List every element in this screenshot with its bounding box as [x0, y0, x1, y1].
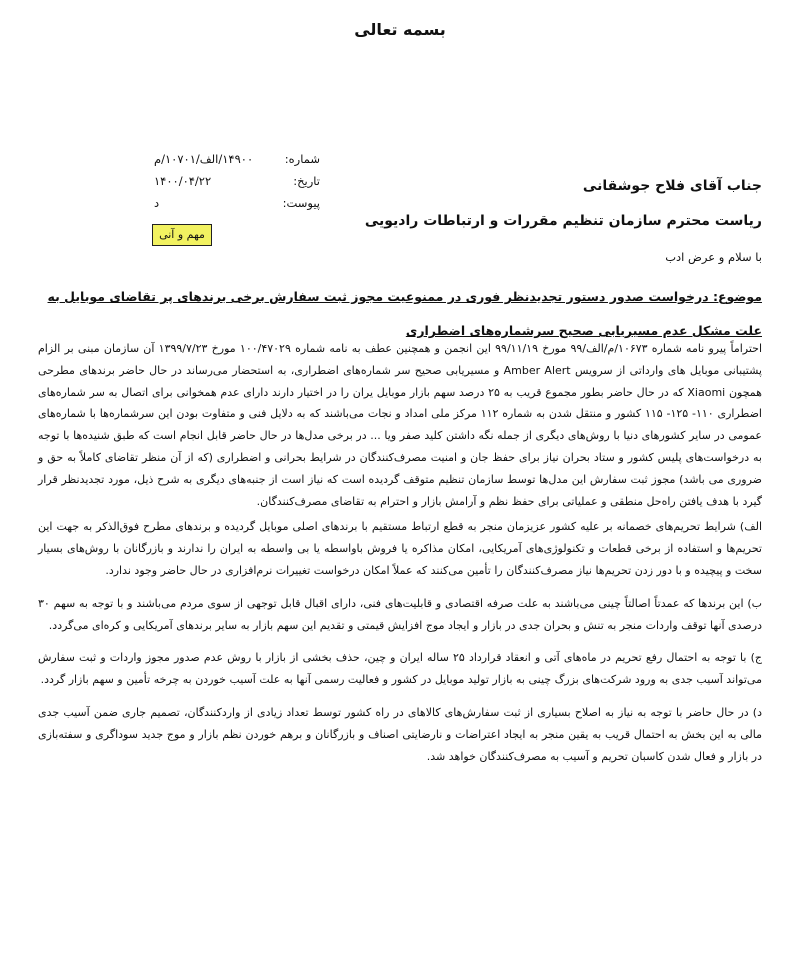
body-paragraph-b: ب) این برندها که عمدتاً اصالتاً چینی می‌باشند به علت صرفه اقتصادی و قابلیت‌های فنی، دارای اقبال قابل توجهی از سوی مردم می‌باشند و با توجه به سهم ۳۰ درصدی آنها توقف واردات منجر به تنش و بحران جدی در بازار و ایجاد موج افزایش قیمتی و تقدیم این سهم بازار به سایر برندهای آمریکایی و کره‌ای می‌گردد.: [38, 596, 762, 632]
attachment-label: پیوست:: [282, 196, 320, 210]
body-paragraph-c: ج) با توجه به احتمال رفع تحریم در ماه‌های آتی و انعقاد قرارداد ۲۵ ساله ایران و چین، حذف بخشی از بازار با روش عدم صدور مجوز واردات و ثبت سفارش می‌تواند آسیب جدی به ورود شرکت‌های بزرگ چینی به بازار تولید موبایل در کشور و فعالیت رسمی آنها به علت آسیب خوردن به چرخه تأمین و سهم بازار گردد.: [38, 651, 762, 687]
recipient-name: جناب آقای فلاح جوشقانی: [582, 178, 762, 194]
attachment-row: [150, 192, 320, 214]
date-label: تاریخ:: [293, 174, 320, 188]
number-value: ۱۴۹۰۰/الف/۱۰۷۰۱/م: [154, 152, 254, 166]
letter-meta: [150, 148, 320, 214]
attachment-value: د: [154, 196, 160, 210]
body-paragraph-d: د) در حال حاضر با توجه به نیاز به اصلاح بسیاری از ثبت سفارش‌های کالاهای در راه کشور توسط تعداد زیادی از واردکنندگان، تصمیم جاری ضمن آسیب جدی مالی به این بخش به احتمال قریب به یقین منجر به ایجاد اعتراضات و نارضایتی اصناف و بازرگانان و برهم خوردن نظم بازار و موج جدید سوداگری و سفته‌بازی در بازار و فعال شدن کاسبان تحریم و آسیب به مصرف‌کنندگان خواهد شد.: [38, 705, 762, 763]
recipient-title: ریاست محترم سازمان تنظیم مقررات و ارتباطات رادیویی: [364, 213, 762, 229]
date-row: [150, 170, 320, 192]
body-paragraph-intro: احتراماً پیرو نامه شماره ۱۰۶۷۳/م/الف/۹۹ مورخ ۹۹/۱۱/۱۹ این انجمن و همچنین عطف به نامه شماره ۱۰۰/۴۷۰۲۹ مورخ ۱۳۹۹/۷/۲۳ آن سازمان مبنی بر الزام پشتیبانی موبایل های وارداتی از سرویس Amber Alert و مسیریابی صحیح سر شماره‌های اضطراری، به استحضار می‌رساند در حال حاضر برندهای مطرحی همچون Xiaomi که در حال حاضر بطور مجموع قریب به ۲۵ درصد سهم بازار موبایل یران را در اختیار دارند دارای عدم همخوانی برای اتصال به سر شماره‌های اضطراری ۱۱۰- ۱۲۵- ۱۱۵ کشور و منتقل شدن به شماره ۱۱۲ مرکز ملی امداد و نجات می‌باشند که به دلایل فنی و متفاوت بودن این سرشماره‌ها با شماره‌های عمومی در سایر کشورهای دنیا با روش‌های دیگری از جمله نگه داشتن کلید صفر ویا ... در برخی مدل‌ها در حال حاضر قابل انجام است که طبق شنیده‌ها با توجه به درخواست‌های پلیس کشور و ستاد بحران نیاز برای حفظ جان و امنیت مصرف‌کنندگان در شرایط بحرانی و اضطراری (که از آن منظر تقاضای کاملاً به حق و ضروری می باشد) مجوز ثبت سفارش این مدل‌ها توسط سازمان تنظیم متوقف گردیده است که نیاز است از جنبه‌های دیگری به شرح ذیل، مورد تجدیدنظر قرار گیرد با هدف یافتن راه‌حل منطقی و عملیاتی برای حفظ نظم و آرامش بازار و احترام به تقاضای مصرف‌کنندگان.: [38, 342, 763, 508]
number-label: شماره:: [284, 152, 320, 166]
letter-body: [38, 338, 762, 778]
letter-heading: بسمه تعالی: [354, 20, 446, 39]
priority-badge: مهم و آنی: [152, 224, 212, 246]
body-paragraph-a: الف) شرایط تحریم‌های خصمانه بر علیه کشور عزیزمان منجر به قطع ارتباط مستقیم با برندهای اصلی موبایل گردیده و برندهای مطرح فوق‌الذکر به جهت این تحریم‌ها و استفاده از برخی قطعات و تکنولوژی‌های آمریکایی، امکان مذاکره یا فروش باواسطه یا بی واسطه به ایران را ندارند و بازرگانان با روش‌های بسیار سخت و پیچیده و با دور زدن تحریم‌ها نیاز مصرف‌کنندگان را تأمین می‌کنند که عملاً امکان درخواست تغییرات نرم‌افزاری در حال حاضر وجود ندارد.: [38, 520, 762, 577]
subject-text: موضوع: درخواست صدور دستور تجدیدنظر فوری در ممنوعیت مجوز ثبت سفارش برخی برندهای پر تقاضای موبایل به علت مشکل عدم مسیریابی صحیح سرشماره‌های اضطراری: [47, 289, 762, 338]
date-value: ۱۴۰۰/۰۴/۲۲: [154, 174, 212, 188]
greeting: با سلام و عرض ادب: [665, 250, 762, 264]
number-row: [150, 148, 320, 170]
